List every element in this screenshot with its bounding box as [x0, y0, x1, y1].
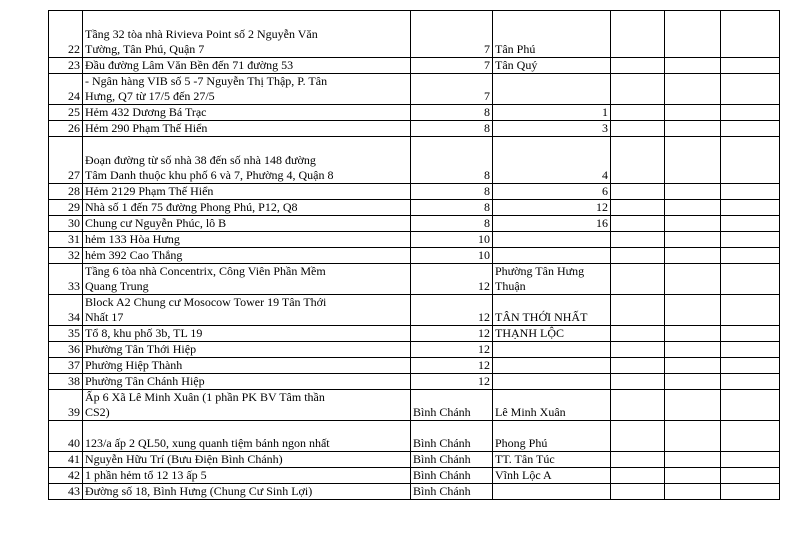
address-cell[interactable] [83, 137, 411, 184]
empty-cell[interactable] [721, 452, 780, 468]
empty-cell[interactable] [665, 121, 721, 137]
address-cell[interactable] [83, 390, 411, 421]
table-row [49, 74, 780, 105]
ward-line: Phường Tân Hưng [495, 264, 585, 278]
empty-cell[interactable] [721, 484, 780, 500]
table-row [49, 11, 780, 58]
address-line: Tầng 32 tòa nhà Rivieva Point số 2 Nguyễn Văn [85, 27, 318, 41]
address-line: Tầng 6 tòa nhà Concentrix, Công Viên Phần Mềm [85, 264, 326, 278]
address-line: hẻm 392 Cao Thắng [85, 248, 183, 262]
row-number-cell[interactable]: 37 [49, 358, 83, 374]
ward-cell[interactable]: TÂN THỚI NHẤT [493, 295, 611, 326]
ward-cell[interactable]: THẠNH LỘC [493, 326, 611, 342]
empty-cell[interactable] [611, 58, 665, 74]
ward-cell[interactable] [493, 358, 611, 374]
empty-cell[interactable] [611, 295, 665, 326]
ward-cell[interactable]: 4 [493, 137, 611, 184]
address-line: hẻm 133 Hòa Hưng [85, 232, 180, 246]
address-cell[interactable] [83, 216, 411, 232]
district-cell[interactable]: 8 [411, 216, 493, 232]
address-cell[interactable] [83, 452, 411, 468]
empty-cell[interactable] [665, 105, 721, 121]
empty-cell[interactable] [611, 200, 665, 216]
row-number-cell[interactable]: 31 [49, 232, 83, 248]
address-line: Hẻm 2129 Phạm Thế Hiển [85, 184, 214, 198]
table-row [49, 105, 780, 121]
empty-cell[interactable] [665, 390, 721, 421]
address-line: Đoạn đường từ số nhà 38 đến số nhà 148 đường [85, 153, 316, 167]
district-cell[interactable]: 8 [411, 121, 493, 137]
address-cell[interactable] [83, 374, 411, 390]
ward-cell[interactable]: Vĩnh Lộc A [493, 468, 611, 484]
address-line: Nhà số 1 đến 75 đường Phong Phú, P12, Q8 [85, 200, 298, 214]
empty-cell[interactable] [665, 358, 721, 374]
table-row [49, 137, 780, 184]
empty-cell[interactable] [721, 295, 780, 326]
empty-cell[interactable] [721, 248, 780, 264]
district-cell[interactable]: 12 [411, 358, 493, 374]
ward-cell[interactable] [493, 248, 611, 264]
row-number-cell[interactable]: 29 [49, 200, 83, 216]
address-cell[interactable] [83, 342, 411, 358]
table-row [49, 184, 780, 200]
empty-cell[interactable] [665, 468, 721, 484]
address-cell[interactable] [83, 468, 411, 484]
empty-cell[interactable] [721, 74, 780, 105]
empty-cell[interactable] [611, 121, 665, 137]
district-cell[interactable]: 12 [411, 374, 493, 390]
table-row [49, 216, 780, 232]
empty-cell[interactable] [611, 264, 665, 295]
empty-cell[interactable] [721, 58, 780, 74]
empty-cell[interactable] [665, 452, 721, 468]
address-cell[interactable] [83, 121, 411, 137]
address-line: Hẻm 290 Phạm Thế Hiển [85, 121, 208, 135]
address-line: Tâm Danh thuộc khu phố 6 và 7, Phường 4, Quận 8 [85, 168, 334, 182]
table-row [49, 295, 780, 326]
address-cell[interactable] [83, 295, 411, 326]
address-line: Quang Trung [85, 279, 149, 293]
data-table [48, 10, 780, 500]
empty-cell[interactable] [721, 200, 780, 216]
empty-cell[interactable] [721, 390, 780, 421]
address-line: Phường Tân Chánh Hiệp [85, 374, 205, 388]
empty-cell[interactable] [721, 184, 780, 200]
empty-cell[interactable] [611, 184, 665, 200]
ward-cell[interactable] [493, 484, 611, 500]
empty-cell[interactable] [665, 326, 721, 342]
district-cell[interactable]: 10 [411, 232, 493, 248]
empty-cell[interactable] [611, 374, 665, 390]
address-cell[interactable] [83, 232, 411, 248]
address-cell[interactable] [83, 358, 411, 374]
empty-cell[interactable] [721, 468, 780, 484]
district-cell[interactable]: 10 [411, 248, 493, 264]
address-line: Hưng, Q7 từ 17/5 đến 27/5 [85, 89, 215, 103]
address-line: Nguyễn Hữu Trí (Bưu Điện Bình Chánh) [85, 452, 283, 466]
table-row [49, 421, 780, 452]
table-row [49, 390, 780, 421]
district-cell[interactable]: 12 [411, 342, 493, 358]
row-number-cell[interactable]: 35 [49, 326, 83, 342]
ward-cell[interactable] [493, 74, 611, 105]
ward-cell[interactable]: 6 [493, 184, 611, 200]
empty-cell[interactable] [721, 216, 780, 232]
address-cell[interactable] [83, 58, 411, 74]
empty-cell[interactable] [665, 200, 721, 216]
address-line: Block A2 Chung cư Mosocow Tower 19 Tân Thới [85, 295, 327, 309]
empty-cell[interactable] [721, 11, 780, 58]
district-cell[interactable]: Bình Chánh [411, 484, 493, 500]
empty-cell[interactable] [611, 248, 665, 264]
empty-cell[interactable] [721, 374, 780, 390]
ward-cell[interactable]: 3 [493, 121, 611, 137]
address-cell[interactable] [83, 484, 411, 500]
empty-cell[interactable] [611, 216, 665, 232]
empty-cell[interactable] [721, 121, 780, 137]
empty-cell[interactable] [665, 232, 721, 248]
table-row [49, 484, 780, 500]
ward-cell[interactable]: Lê Minh Xuân [493, 390, 611, 421]
table-row [49, 264, 780, 295]
address-line: 1 phần hẻm tổ 12 13 ấp 5 [85, 468, 207, 482]
district-cell[interactable]: 7 [411, 11, 493, 58]
district-cell[interactable]: 12 [411, 295, 493, 326]
address-cell[interactable] [83, 248, 411, 264]
row-number-cell[interactable]: 30 [49, 216, 83, 232]
address-line: Tường, Tân Phú, Quận 7 [85, 42, 205, 56]
row-number-cell[interactable]: 24 [49, 74, 83, 105]
address-line: 123/a ấp 2 QL50, xung quanh tiệm bánh ngon nhất [85, 436, 330, 450]
row-number-cell[interactable]: 43 [49, 484, 83, 500]
empty-cell[interactable] [665, 374, 721, 390]
row-number-cell[interactable]: 41 [49, 452, 83, 468]
row-number-cell[interactable]: 26 [49, 121, 83, 137]
address-cell[interactable] [83, 264, 411, 295]
empty-cell[interactable] [611, 468, 665, 484]
empty-cell[interactable] [665, 216, 721, 232]
table-row [49, 358, 780, 374]
empty-cell[interactable] [611, 105, 665, 121]
empty-cell[interactable] [721, 326, 780, 342]
table-row [49, 468, 780, 484]
row-number-cell[interactable]: 23 [49, 58, 83, 74]
empty-cell[interactable] [721, 232, 780, 248]
empty-cell[interactable] [665, 264, 721, 295]
empty-cell[interactable] [665, 421, 721, 452]
ward-cell[interactable]: TT. Tân Túc [493, 452, 611, 468]
ward-cell[interactable]: 12 [493, 200, 611, 216]
ward-cell[interactable] [493, 342, 611, 358]
district-cell[interactable]: Bình Chánh [411, 468, 493, 484]
address-line: Đường số 18, Bình Hưng (Chung Cư Sinh Lợi) [85, 484, 313, 498]
empty-cell[interactable] [665, 74, 721, 105]
ward-line: Thuận [495, 279, 526, 293]
district-cell[interactable]: 12 [411, 326, 493, 342]
table-row [49, 342, 780, 358]
address-cell[interactable] [83, 105, 411, 121]
address-line: Phường Tân Thới Hiệp [85, 342, 197, 356]
district-cell[interactable]: 7 [411, 58, 493, 74]
address-line: CS2) [85, 405, 110, 419]
empty-cell[interactable] [721, 342, 780, 358]
empty-cell[interactable] [721, 421, 780, 452]
empty-cell[interactable] [665, 11, 721, 58]
address-line: - Ngân hàng VIB số 5 -7 Nguyễn Thị Thập, P. Tân [85, 74, 328, 88]
district-cell[interactable]: 8 [411, 105, 493, 121]
table-row [49, 452, 780, 468]
row-number-cell[interactable]: 28 [49, 184, 83, 200]
row-number-cell[interactable]: 27 [49, 137, 83, 184]
empty-cell[interactable] [665, 484, 721, 500]
address-cell[interactable] [83, 184, 411, 200]
address-line: Phường Hiệp Thành [85, 358, 183, 372]
district-cell[interactable]: Bình Chánh [411, 421, 493, 452]
row-number-cell[interactable]: 40 [49, 421, 83, 452]
address-cell[interactable] [83, 74, 411, 105]
empty-cell[interactable] [721, 358, 780, 374]
district-cell[interactable]: Bình Chánh [411, 390, 493, 421]
row-number-cell[interactable]: 25 [49, 105, 83, 121]
empty-cell[interactable] [611, 452, 665, 468]
district-cell[interactable]: 8 [411, 200, 493, 216]
empty-cell[interactable] [611, 484, 665, 500]
table-row [49, 121, 780, 137]
table-row [49, 200, 780, 216]
empty-cell[interactable] [611, 421, 665, 452]
row-number-cell[interactable]: 34 [49, 295, 83, 326]
ward-cell[interactable]: 16 [493, 216, 611, 232]
ward-cell[interactable]: Tân Phú [493, 11, 611, 58]
table-row [49, 58, 780, 74]
empty-cell[interactable] [665, 342, 721, 358]
district-cell[interactable]: 8 [411, 137, 493, 184]
address-line: Đầu đường Lâm Văn Bền đến 71 đường 53 [85, 58, 294, 72]
row-number-cell[interactable]: 36 [49, 342, 83, 358]
district-cell[interactable]: Bình Chánh [411, 452, 493, 468]
empty-cell[interactable] [665, 248, 721, 264]
ward-cell[interactable] [493, 232, 611, 248]
empty-cell[interactable] [721, 137, 780, 184]
empty-cell[interactable] [665, 137, 721, 184]
empty-cell[interactable] [611, 342, 665, 358]
address-cell[interactable] [83, 11, 411, 58]
district-cell[interactable]: 8 [411, 184, 493, 200]
table-body [49, 11, 780, 500]
empty-cell[interactable] [611, 137, 665, 184]
empty-cell[interactable] [665, 58, 721, 74]
ward-cell[interactable]: 1 [493, 105, 611, 121]
table-row [49, 326, 780, 342]
row-number-cell[interactable]: 38 [49, 374, 83, 390]
address-line: Tổ 8, khu phố 3b, TL 19 [85, 326, 203, 340]
row-number-cell[interactable]: 32 [49, 248, 83, 264]
address-line: Chung cư Nguyễn Phúc, lô B [85, 216, 227, 230]
table-row [49, 374, 780, 390]
address-cell[interactable] [83, 200, 411, 216]
empty-cell[interactable] [721, 264, 780, 295]
row-number-cell[interactable]: 22 [49, 11, 83, 58]
ward-cell[interactable]: Phong Phú [493, 421, 611, 452]
address-cell[interactable] [83, 326, 411, 342]
address-line: Ấp 6 Xã Lê Minh Xuân (1 phần PK BV Tâm thần [85, 390, 325, 404]
empty-cell[interactable] [611, 232, 665, 248]
empty-cell[interactable] [611, 326, 665, 342]
table-row [49, 248, 780, 264]
empty-cell[interactable] [611, 74, 665, 105]
district-cell[interactable]: 7 [411, 74, 493, 105]
address-line: Hẻm 432 Dương Bá Trạc [85, 105, 207, 119]
ward-cell[interactable] [493, 374, 611, 390]
empty-cell[interactable] [721, 105, 780, 121]
address-line: Nhất 17 [85, 310, 124, 324]
empty-cell[interactable] [611, 390, 665, 421]
empty-cell[interactable] [665, 295, 721, 326]
row-number-cell[interactable]: 39 [49, 390, 83, 421]
empty-cell[interactable] [611, 358, 665, 374]
address-cell[interactable] [83, 421, 411, 452]
empty-cell[interactable] [665, 184, 721, 200]
row-number-cell[interactable]: 42 [49, 468, 83, 484]
ward-cell[interactable] [493, 264, 611, 295]
ward-cell[interactable]: Tân Quý [493, 58, 611, 74]
district-cell[interactable]: 12 [411, 264, 493, 295]
row-number-cell[interactable]: 33 [49, 264, 83, 295]
table-row [49, 232, 780, 248]
empty-cell[interactable] [611, 11, 665, 58]
